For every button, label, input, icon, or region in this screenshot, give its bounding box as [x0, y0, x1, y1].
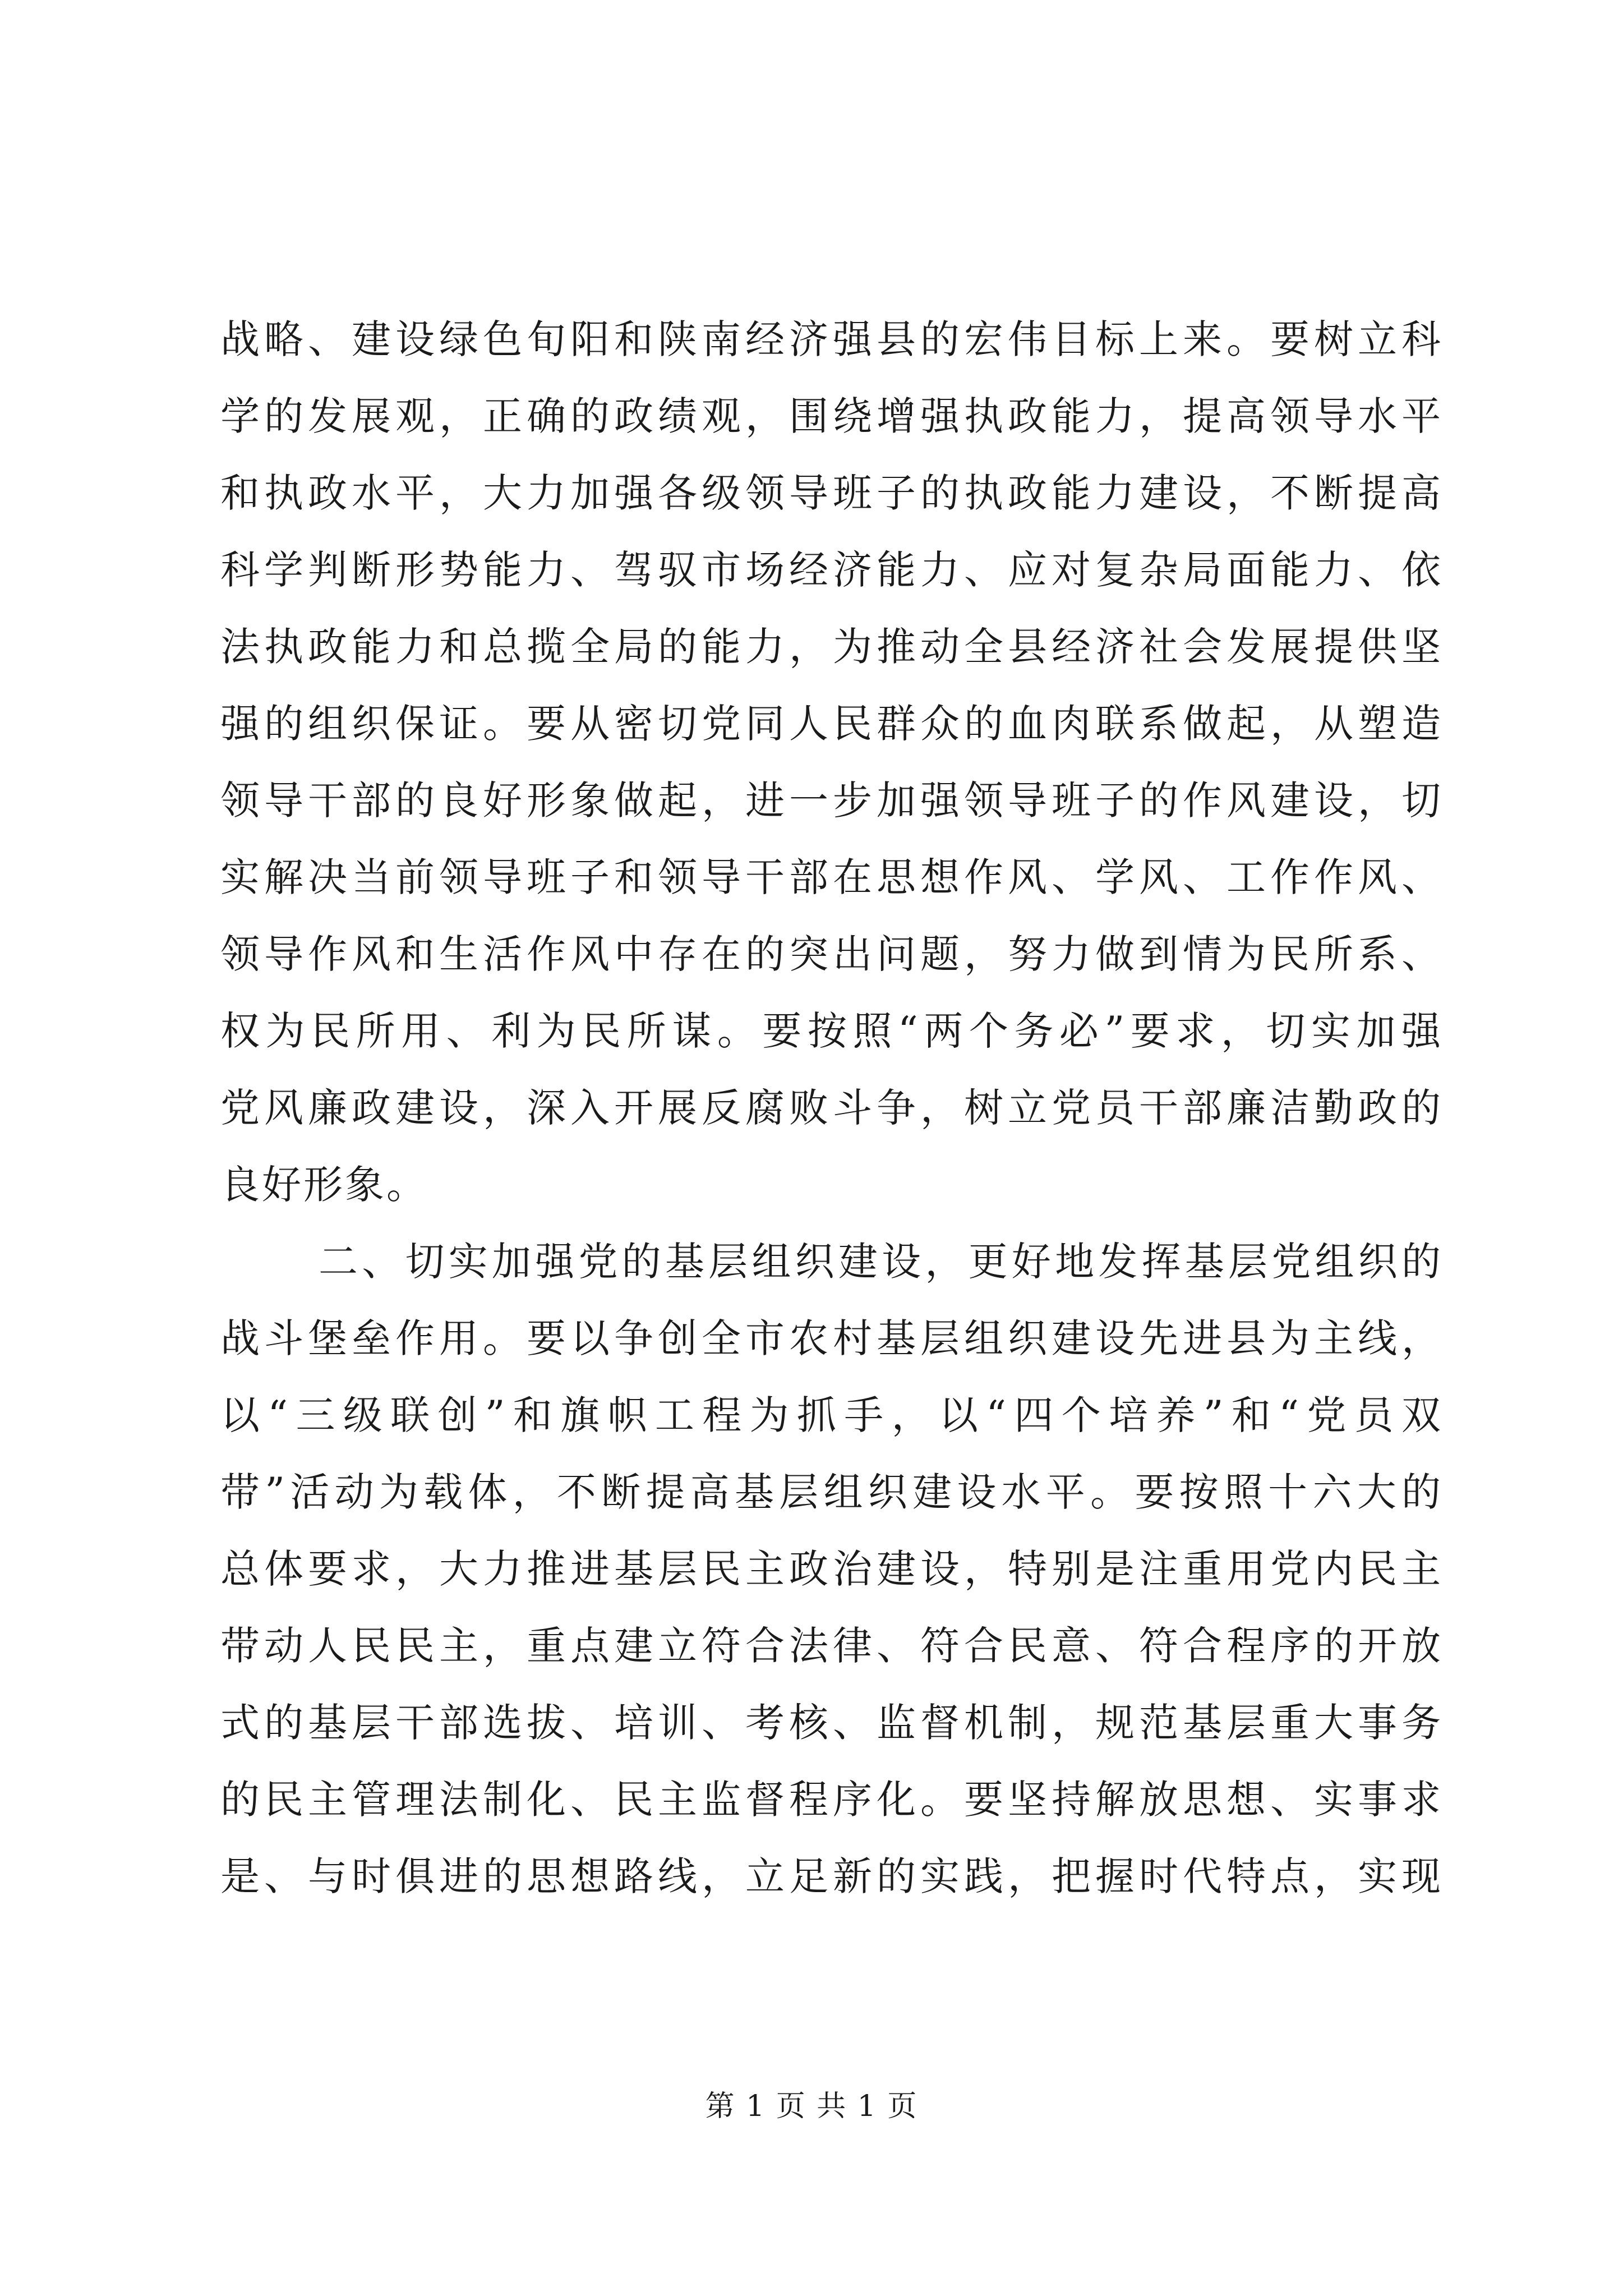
text-line: 战略、建设绿色旬阳和陕南经济强县的宏伟目标上来。要树立科 [220, 316, 1443, 362]
text-line: 总体要求，大力推进基层民主政治建设，特别是注重用党内民主 [220, 1546, 1443, 1592]
text-line: 科学判断形势能力、驾驭市场经济能力、应对复杂局面能力、依 [220, 547, 1443, 593]
text-line: 的民主管理法制化、民主监督程序化。要坚持解放思想、实事求 [220, 1777, 1443, 1823]
page-number-footer: 第 1 页 共 1 页 [705, 2090, 918, 2123]
text-line: 是、与时俱进的思想路线，立足新的实践，把握时代特点，实现 [220, 1853, 1443, 1899]
text-line: 权为民所用、利为民所谋。要按照“两个务必”要求，切实加强 [220, 1008, 1443, 1054]
text-line: 领导干部的良好形象做起，进一步加强领导班子的作风建设，切 [220, 777, 1443, 823]
text-line: 式的基层干部选拔、培训、考核、监督机制，规范基层重大事务 [220, 1700, 1443, 1746]
text-line: 和执政水平，大力加强各级领导班子的执政能力建设，不断提高 [220, 470, 1443, 516]
text-line: 党风廉政建设，深入开展反腐败斗争，树立党员干部廉洁勤政的 [220, 1085, 1443, 1131]
text-line: 学的发展观，正确的政绩观，围绕增强执政能力，提高领导水平 [220, 393, 1443, 439]
text-line: 领导作风和生活作风中存在的突出问题，努力做到情为民所系、 [220, 931, 1443, 977]
text-line: 以“三级联创”和旗帜工程为抓手，以“四个培养”和“党员双 [220, 1392, 1443, 1438]
text-line: 实解决当前领导班子和领导干部在思想作风、学风、工作作风、 [220, 854, 1443, 900]
text-line: 战斗堡垒作用。要以争创全市农村基层组织建设先进县为主线， [220, 1315, 1443, 1361]
text-line: 强的组织保证。要从密切党同人民群众的血肉联系做起，从塑造 [220, 701, 1443, 747]
text-line: 法执政能力和总揽全局的能力，为推动全县经济社会发展提供坚 [220, 624, 1443, 670]
text-line: 良好形象。 [220, 1162, 428, 1208]
text-line: 带”活动为载体，不断提高基层组织建设水平。要按照十六大的 [220, 1469, 1443, 1515]
paragraph-heading-line: 二、切实加强党的基层组织建设，更好地发挥基层党组织的 [319, 1239, 1443, 1285]
text-line: 带动人民民主，重点建立符合法律、符合民意、符合程序的开放 [220, 1623, 1443, 1669]
